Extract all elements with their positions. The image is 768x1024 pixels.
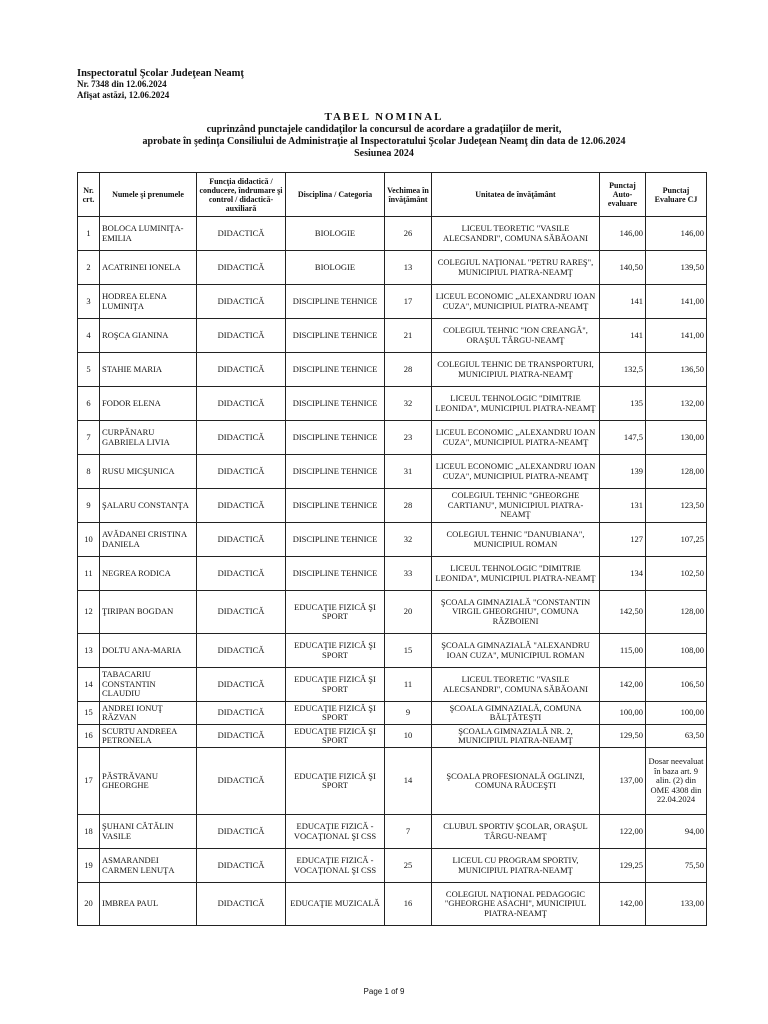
table-row	[78, 455, 707, 489]
row-seniority: 33	[385, 557, 432, 591]
posted-date: Afişat astăzi, 12.06.2024	[77, 90, 170, 100]
row-discipline: EDUCAŢIE FIZICĂ ŞI SPORT	[286, 725, 385, 748]
row-self-eval: 135	[600, 387, 646, 421]
row-function: DIDACTICĂ	[197, 849, 286, 883]
document-number: Nr. 7348 din 12.06.2024	[77, 79, 167, 89]
row-self-eval: 140,50	[600, 251, 646, 285]
row-function: DIDACTICĂ	[197, 319, 286, 353]
row-name: ŞALARU CONSTANŢA	[100, 489, 197, 523]
row-unit: LICEUL TEHNOLOGIC "DIMITRIE LEONIDA", MUNICIPIUL PIATRA-NEAMŢ	[432, 557, 600, 591]
row-nr: 4	[78, 319, 100, 353]
table-row	[78, 387, 707, 421]
row-nr: 5	[78, 353, 100, 387]
row-cj-eval: 94,00	[646, 815, 707, 849]
row-nr: 16	[78, 725, 100, 748]
row-discipline: EDUCAŢIE FIZICĂ ŞI SPORT	[286, 668, 385, 702]
row-discipline: BIOLOGIE	[286, 251, 385, 285]
table-row	[78, 725, 707, 748]
row-cj-eval: 130,00	[646, 421, 707, 455]
row-nr: 1	[78, 217, 100, 251]
row-seniority: 11	[385, 668, 432, 702]
row-discipline: EDUCAŢIE FIZICĂ - VOCAŢIONAL ŞI CSS	[286, 815, 385, 849]
row-unit: COLEGIUL TEHNIC "GHEORGHE CARTIANU", MUNICIPIUL PIATRA-NEAMŢ	[432, 489, 600, 523]
row-cj-eval: 106,50	[646, 668, 707, 702]
row-name: CURPĂNARU GABRIELA LIVIA	[100, 421, 197, 455]
row-function: DIDACTICĂ	[197, 251, 286, 285]
row-discipline: EDUCAŢIE FIZICĂ ŞI SPORT	[286, 634, 385, 668]
row-unit: LICEUL ECONOMIC „ALEXANDRU IOAN CUZA", MUNICIPIUL PIATRA-NEAMŢ	[432, 455, 600, 489]
row-cj-eval: 141,00	[646, 319, 707, 353]
row-unit: ŞCOALA GIMNAZIALĂ "CONSTANTIN VIRGIL GHEORGHIU", COMUNA RĂZBOIENI	[432, 591, 600, 634]
table-row	[78, 557, 707, 591]
row-nr: 11	[78, 557, 100, 591]
table-row	[78, 421, 707, 455]
row-self-eval: 129,50	[600, 725, 646, 748]
row-self-eval: 142,00	[600, 883, 646, 926]
row-name: DOLTU ANA-MARIA	[100, 634, 197, 668]
row-cj-eval: 139,50	[646, 251, 707, 285]
row-nr: 13	[78, 634, 100, 668]
row-seniority: 21	[385, 319, 432, 353]
row-discipline: DISCIPLINE TEHNICE	[286, 523, 385, 557]
row-function: DIDACTICĂ	[197, 883, 286, 926]
document-header	[77, 68, 244, 101]
row-function: DIDACTICĂ	[197, 557, 286, 591]
row-self-eval: 122,00	[600, 815, 646, 849]
row-seniority: 13	[385, 251, 432, 285]
row-name: ACATRINEI IONELA	[100, 251, 197, 285]
row-cj-eval: 75,50	[646, 849, 707, 883]
row-unit: LICEUL CU PROGRAM SPORTIV, MUNICIPIUL PIATRA-NEAMŢ	[432, 849, 600, 883]
table-row	[78, 748, 707, 815]
table-row	[78, 353, 707, 387]
row-seniority: 14	[385, 748, 432, 815]
row-function: DIDACTICĂ	[197, 702, 286, 725]
row-nr: 19	[78, 849, 100, 883]
row-self-eval: 141	[600, 285, 646, 319]
table-row	[78, 702, 707, 725]
row-cj-eval: 102,50	[646, 557, 707, 591]
row-discipline: EDUCAŢIE FIZICĂ ŞI SPORT	[286, 748, 385, 815]
row-discipline: DISCIPLINE TEHNICE	[286, 455, 385, 489]
row-cj-eval: 107,25	[646, 523, 707, 557]
title-line-2: aprobate în şedinţa Consiliului de Administraţie al Inspectoratului Şcolar Judeţean Neamţ din data de 12.06.2024	[142, 136, 626, 147]
row-nr: 15	[78, 702, 100, 725]
row-unit: LICEUL ECONOMIC „ALEXANDRU IOAN CUZA", MUNICIPIUL PIATRA-NEAMŢ	[432, 421, 600, 455]
table-row	[78, 285, 707, 319]
row-seniority: 31	[385, 455, 432, 489]
row-name: NEGREA RODICA	[100, 557, 197, 591]
row-function: DIDACTICĂ	[197, 489, 286, 523]
row-discipline: DISCIPLINE TEHNICE	[286, 353, 385, 387]
row-self-eval: 141	[600, 319, 646, 353]
table-row	[78, 251, 707, 285]
row-unit: ŞCOALA GIMNAZIALĂ NR. 2, MUNICIPIUL PIATRA-NEAMŢ	[432, 725, 600, 748]
row-function: DIDACTICĂ	[197, 353, 286, 387]
row-nr: 8	[78, 455, 100, 489]
row-name: SCURTU ANDREEA PETRONELA	[100, 725, 197, 748]
table-row	[78, 815, 707, 849]
row-cj-eval: 146,00	[646, 217, 707, 251]
table-row	[78, 883, 707, 926]
row-function: DIDACTICĂ	[197, 815, 286, 849]
row-seniority: 23	[385, 421, 432, 455]
row-cj-eval: 128,00	[646, 591, 707, 634]
row-seniority: 26	[385, 217, 432, 251]
row-name: AVĂDANEI CRISTINA DANIELA	[100, 523, 197, 557]
table-row	[78, 849, 707, 883]
row-discipline: DISCIPLINE TEHNICE	[286, 319, 385, 353]
row-function: DIDACTICĂ	[197, 387, 286, 421]
row-name: STAHIE MARIA	[100, 353, 197, 387]
header-discipline: Disciplina / Categoria	[286, 173, 385, 217]
row-self-eval: 129,25	[600, 849, 646, 883]
table-row	[78, 217, 707, 251]
row-self-eval: 142,00	[600, 668, 646, 702]
row-name: IMBREA PAUL	[100, 883, 197, 926]
row-unit: LICEUL TEHNOLOGIC "DIMITRIE LEONIDA", MUNICIPIUL PIATRA-NEAMŢ	[432, 387, 600, 421]
row-unit: COLEGIUL TEHNIC "ION CREANGĂ", ORAŞUL TÂRGU-NEAMŢ	[432, 319, 600, 353]
row-unit: COLEGIUL TEHNIC DE TRANSPORTURI, MUNICIPIUL PIATRA-NEAMŢ	[432, 353, 600, 387]
table-row	[78, 591, 707, 634]
row-seniority: 7	[385, 815, 432, 849]
institution-name: Inspectoratul Şcolar Judeţean Neamţ	[77, 68, 244, 79]
row-self-eval: 127	[600, 523, 646, 557]
row-self-eval: 131	[600, 489, 646, 523]
table-row	[78, 634, 707, 668]
header-unit: Unitatea de învăţământ	[432, 173, 600, 217]
row-name: ŞUHANI CĂTĂLIN VASILE	[100, 815, 197, 849]
row-cj-eval: 108,00	[646, 634, 707, 668]
row-seniority: 20	[385, 591, 432, 634]
page-footer: Page 1 of 9	[363, 987, 405, 996]
row-function: DIDACTICĂ	[197, 217, 286, 251]
row-function: DIDACTICĂ	[197, 421, 286, 455]
row-discipline: BIOLOGIE	[286, 217, 385, 251]
row-discipline: DISCIPLINE TEHNICE	[286, 387, 385, 421]
table-row	[78, 523, 707, 557]
row-nr: 3	[78, 285, 100, 319]
row-unit: COLEGIUL NAŢIONAL "PETRU RAREŞ", MUNICIPIUL PIATRA-NEAMŢ	[432, 251, 600, 285]
row-function: DIDACTICĂ	[197, 634, 286, 668]
row-cj-eval: 133,00	[646, 883, 707, 926]
row-function: DIDACTICĂ	[197, 455, 286, 489]
row-unit: CLUBUL SPORTIV ŞCOLAR, ORAŞUL TÂRGU-NEAMŢ	[432, 815, 600, 849]
header-function: Funcţia didactică / conducere, îndrumare şi control / didactică-auxiliară	[197, 173, 286, 217]
row-nr: 17	[78, 748, 100, 815]
title-line-1: cuprinzând punctajele candidaţilor la concursul de acordare a gradaţiilor de merit,	[206, 124, 562, 135]
row-self-eval: 146,00	[600, 217, 646, 251]
row-unit: ŞCOALA GIMNAZIALĂ, COMUNA BĂLŢĂTEŞTI	[432, 702, 600, 725]
row-discipline: DISCIPLINE TEHNICE	[286, 489, 385, 523]
row-self-eval: 137,00	[600, 748, 646, 815]
row-unit: LICEUL ECONOMIC „ALEXANDRU IOAN CUZA", MUNICIPIUL PIATRA-NEAMŢ	[432, 285, 600, 319]
row-cj-eval: 136,50	[646, 353, 707, 387]
results-table	[77, 172, 707, 926]
row-cj-eval: 128,00	[646, 455, 707, 489]
table-header-row	[78, 173, 707, 217]
row-name: ŢIRIPAN BOGDAN	[100, 591, 197, 634]
row-discipline: EDUCAŢIE FIZICĂ - VOCAŢIONAL ŞI CSS	[286, 849, 385, 883]
row-cj-eval: 100,00	[646, 702, 707, 725]
row-function: DIDACTICĂ	[197, 591, 286, 634]
row-name: RUSU MICŞUNICA	[100, 455, 197, 489]
header-cj-eval: Punctaj Evaluare CJ	[646, 173, 707, 217]
row-unit: COLEGIUL NAŢIONAL PEDAGOGIC "GHEORGHE ASACHI", MUNICIPIUL PIATRA-NEAMŢ	[432, 883, 600, 926]
header-nr: Nr. crt.	[78, 173, 100, 217]
row-discipline: EDUCAŢIE MUZICALĂ	[286, 883, 385, 926]
row-self-eval: 132,5	[600, 353, 646, 387]
table-row	[78, 489, 707, 523]
row-discipline: DISCIPLINE TEHNICE	[286, 285, 385, 319]
table-row	[78, 319, 707, 353]
row-self-eval: 100,00	[600, 702, 646, 725]
row-discipline: EDUCAŢIE FIZICĂ ŞI SPORT	[286, 702, 385, 725]
header-name: Numele şi prenumele	[100, 173, 197, 217]
row-unit: LICEUL TEORETIC "VASILE ALECSANDRI", COMUNA SĂBĂOANI	[432, 668, 600, 702]
table-row	[78, 668, 707, 702]
row-nr: 7	[78, 421, 100, 455]
row-name: ANDREI IONUŢ RĂZVAN	[100, 702, 197, 725]
row-seniority: 15	[385, 634, 432, 668]
row-unit: COLEGIUL TEHNIC "DANUBIANA", MUNICIPIUL ROMAN	[432, 523, 600, 557]
row-nr: 9	[78, 489, 100, 523]
row-nr: 12	[78, 591, 100, 634]
row-unit: LICEUL TEORETIC "VASILE ALECSANDRI", COMUNA SĂBĂOANI	[432, 217, 600, 251]
row-cj-eval: 123,50	[646, 489, 707, 523]
row-nr: 10	[78, 523, 100, 557]
row-cj-eval: 63,50	[646, 725, 707, 748]
row-function: DIDACTICĂ	[197, 748, 286, 815]
row-name: HODREA ELENA LUMINIŢA	[100, 285, 197, 319]
row-discipline: DISCIPLINE TEHNICE	[286, 421, 385, 455]
row-nr: 14	[78, 668, 100, 702]
page-title: TABEL NOMINAL	[324, 111, 444, 123]
row-name: TABACARIU CONSTANTIN CLAUDIU	[100, 668, 197, 702]
row-unit: ŞCOALA PROFESIONALĂ OGLINZI, COMUNA RĂUCEŞTI	[432, 748, 600, 815]
row-name: BOLOCA LUMINIŢA-EMILIA	[100, 217, 197, 251]
row-name: PĂSTRĂVANU GHEORGHE	[100, 748, 197, 815]
row-name: ASMARANDEI CARMEN LENUŢA	[100, 849, 197, 883]
row-nr: 18	[78, 815, 100, 849]
header-seniority: Vechimea în învăţământ	[385, 173, 432, 217]
row-function: DIDACTICĂ	[197, 285, 286, 319]
row-function: DIDACTICĂ	[197, 523, 286, 557]
row-name: FODOR ELENA	[100, 387, 197, 421]
title-block	[0, 110, 768, 160]
row-seniority: 28	[385, 353, 432, 387]
row-name: ROŞCA GIANINA	[100, 319, 197, 353]
header-self-eval: Punctaj Auto-evaluare	[600, 173, 646, 217]
row-nr: 20	[78, 883, 100, 926]
title-line-3: Sesiunea 2024	[354, 148, 414, 159]
row-seniority: 25	[385, 849, 432, 883]
row-nr: 2	[78, 251, 100, 285]
row-self-eval: 139	[600, 455, 646, 489]
row-discipline: DISCIPLINE TEHNICE	[286, 557, 385, 591]
row-seniority: 16	[385, 883, 432, 926]
row-function: DIDACTICĂ	[197, 668, 286, 702]
row-self-eval: 134	[600, 557, 646, 591]
row-cj-eval: 132,00	[646, 387, 707, 421]
row-seniority: 10	[385, 725, 432, 748]
row-self-eval: 147,5	[600, 421, 646, 455]
row-nr: 6	[78, 387, 100, 421]
row-cj-eval: 141,00	[646, 285, 707, 319]
row-self-eval: 142,50	[600, 591, 646, 634]
row-seniority: 32	[385, 523, 432, 557]
row-seniority: 32	[385, 387, 432, 421]
row-seniority: 9	[385, 702, 432, 725]
row-seniority: 17	[385, 285, 432, 319]
row-seniority: 28	[385, 489, 432, 523]
row-function: DIDACTICĂ	[197, 725, 286, 748]
row-cj-eval: Dosar neevaluat în baza art. 9 alin. (2) din OME 4308 din 22.04.2024	[646, 748, 707, 815]
row-self-eval: 115,00	[600, 634, 646, 668]
row-discipline: EDUCAŢIE FIZICĂ ŞI SPORT	[286, 591, 385, 634]
row-unit: ŞCOALA GIMNAZIALĂ "ALEXANDRU IOAN CUZA", MUNICIPIUL ROMAN	[432, 634, 600, 668]
